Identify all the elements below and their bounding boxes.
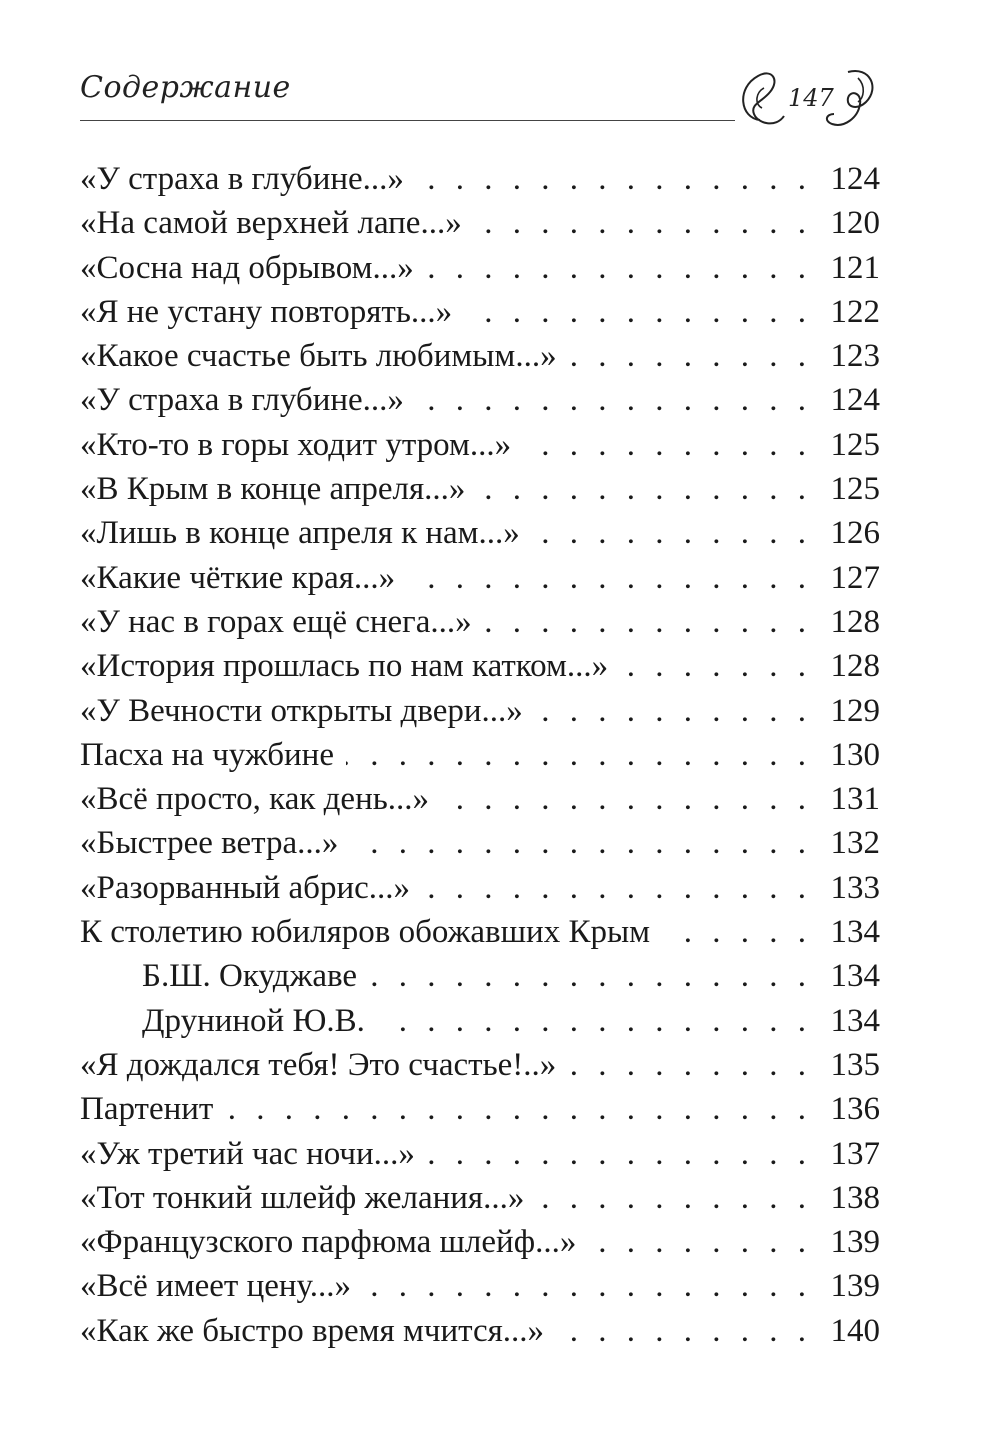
- toc-entry-page: 123: [830, 338, 880, 375]
- toc-entry-title: «У страха в глубине...»: [80, 161, 404, 197]
- toc-entry-title: Друниной Ю.В.: [142, 1002, 365, 1039]
- toc-entry: [80, 821, 880, 865]
- toc-entry-page: 128: [830, 603, 880, 640]
- toc-entry-page: 120: [830, 205, 880, 242]
- toc-entry-page: 122: [830, 293, 880, 330]
- section-title: Содержание: [80, 70, 291, 105]
- page-header: [80, 58, 880, 138]
- dot-leader: [350, 821, 812, 865]
- toc-entry-title: «Разорванный абрис...»: [80, 869, 411, 906]
- dot-leader: [556, 1309, 812, 1353]
- dot-leader: [377, 999, 812, 1043]
- toc-entry-page: 132: [830, 825, 880, 862]
- dot-leader: [427, 1132, 812, 1176]
- dot-leader: [464, 290, 812, 334]
- toc-entry-title: Пасха на чужбине: [80, 736, 334, 773]
- toc-entry-title: «Тот тонкий шлейф желания...»: [80, 1179, 525, 1216]
- toc-entry-page: 135: [830, 1046, 880, 1083]
- dot-leader: [477, 467, 812, 511]
- dot-leader: [535, 689, 812, 733]
- toc-entry: [80, 1264, 880, 1308]
- toc-entry: [80, 511, 880, 555]
- toc-entry: [80, 1309, 880, 1353]
- toc-entry-title: «Сосна над обрывом...»: [80, 249, 414, 286]
- toc-entry: [80, 1176, 880, 1220]
- toc-entry: [80, 954, 880, 998]
- dot-leader: [426, 246, 812, 290]
- toc-entry-page: 137: [830, 1135, 880, 1172]
- toc-entry-title: «В Крым в конце апреля...»: [80, 471, 466, 508]
- toc-entry: [80, 1220, 880, 1264]
- toc-entry-title: Б.Ш. Окуджаве: [142, 958, 358, 995]
- toc-entry-title: «Какие чёткие края...»: [80, 559, 396, 596]
- toc-entry-title: «Кто-то в горы ходит утром...»: [80, 426, 512, 463]
- dot-leader: [416, 378, 812, 422]
- toc-entry: [80, 290, 880, 334]
- dot-leader: [346, 733, 812, 777]
- dot-leader: [569, 334, 812, 378]
- toc-entry-page: 134: [830, 1002, 880, 1039]
- toc-entry: [80, 689, 880, 733]
- dot-leader: [662, 910, 812, 954]
- toc-entry: [80, 1132, 880, 1176]
- toc-entry: [80, 644, 880, 688]
- toc-entry-title: «У страха в глубине...»: [80, 382, 404, 419]
- toc-entry-title: «Я дождался тебя! Это счастье!..»: [80, 1046, 557, 1083]
- toc-entry: [80, 1043, 880, 1087]
- toc-entry-title: «Французского парфюма шлейф...»: [80, 1224, 577, 1261]
- header-rule: [80, 120, 735, 121]
- toc-entry-title: «Уж третий час ночи...»: [80, 1135, 415, 1172]
- toc-entry-title: «Как же быстро время мчится...»: [80, 1312, 545, 1349]
- toc-entry: [80, 334, 880, 378]
- toc-entry-title: Партенит: [80, 1091, 214, 1128]
- dot-leader: [620, 644, 812, 688]
- toc-entry-page: 126: [830, 515, 880, 552]
- toc-entry-title: «Быстрее ветра...»: [80, 825, 339, 862]
- dot-leader: [474, 201, 812, 245]
- toc-entry: [80, 866, 880, 910]
- toc-entry-page: 134: [830, 914, 880, 951]
- toc-entry-page: 139: [830, 1224, 880, 1261]
- toc-entry: [80, 777, 880, 821]
- toc-entry-page: 125: [830, 471, 880, 508]
- dot-leader: [225, 1087, 812, 1131]
- toc-entry-page: 130: [830, 736, 880, 773]
- toc-entry-page: 124: [830, 161, 880, 197]
- dot-leader: [363, 1264, 812, 1308]
- toc-entry: [80, 157, 880, 201]
- dot-leader: [568, 1043, 812, 1087]
- toc-entry-page: 134: [830, 958, 880, 995]
- toc-entry-page: 133: [830, 869, 880, 906]
- dot-leader: [369, 954, 812, 998]
- toc-entry: [80, 201, 880, 245]
- dot-leader: [532, 511, 812, 555]
- toc-entry-title: «Всё имеет цену...»: [80, 1268, 351, 1305]
- toc-entry-page: 129: [830, 692, 880, 729]
- dot-leader: [484, 600, 812, 644]
- dot-leader: [416, 157, 812, 201]
- toc-entry: [80, 733, 880, 777]
- toc-entry-page: 127: [830, 559, 880, 596]
- toc-entry-title: «История прошлась по нам катком...»: [80, 648, 609, 685]
- toc-entry-title: К столетию юбиляров обожавших Крым: [80, 914, 651, 951]
- dot-leader: [441, 777, 812, 821]
- dot-leader: [422, 866, 812, 910]
- toc-entry: [80, 910, 880, 954]
- dot-leader: [536, 1176, 812, 1220]
- toc-entry-page: 131: [830, 781, 880, 818]
- toc-entry: [80, 1087, 880, 1131]
- toc-entry: [80, 600, 880, 644]
- toc-entry-page: 138: [830, 1179, 880, 1216]
- toc-entry-title: «У Вечности открыты двери...»: [80, 692, 523, 729]
- toc-entry-page: 140: [830, 1312, 880, 1349]
- toc-entry-page: 121: [830, 249, 880, 286]
- toc-entry-title: «Лишь в конце апреля к нам...»: [80, 515, 520, 552]
- page-number: 147: [788, 84, 834, 112]
- toc-entry-title: «У нас в горах ещё снега...»: [80, 603, 472, 640]
- toc-entry: [80, 467, 880, 511]
- toc-entry: [80, 423, 880, 467]
- toc-entry-title: «Я не устану повторять...»: [80, 293, 453, 330]
- toc-entry: [80, 378, 880, 422]
- toc-entry: [80, 999, 880, 1043]
- toc-entry-page: 136: [830, 1091, 880, 1128]
- toc-entry: [80, 246, 880, 290]
- toc-entry: [80, 556, 880, 600]
- toc-entry-page: 125: [830, 426, 880, 463]
- toc-entry-title: «Какое счастье быть любимым...»: [80, 338, 557, 375]
- table-of-contents: [80, 157, 880, 1353]
- toc-entry-title: «Всё просто, как день...»: [80, 781, 430, 818]
- dot-leader: [407, 556, 812, 600]
- dot-leader: [523, 423, 812, 467]
- toc-entry-page: 139: [830, 1268, 880, 1305]
- toc-entry-page: 128: [830, 648, 880, 685]
- toc-entry-title: «На самой верхней лапе...»: [80, 205, 462, 242]
- dot-leader: [588, 1220, 812, 1264]
- toc-entry-page: 124: [830, 382, 880, 419]
